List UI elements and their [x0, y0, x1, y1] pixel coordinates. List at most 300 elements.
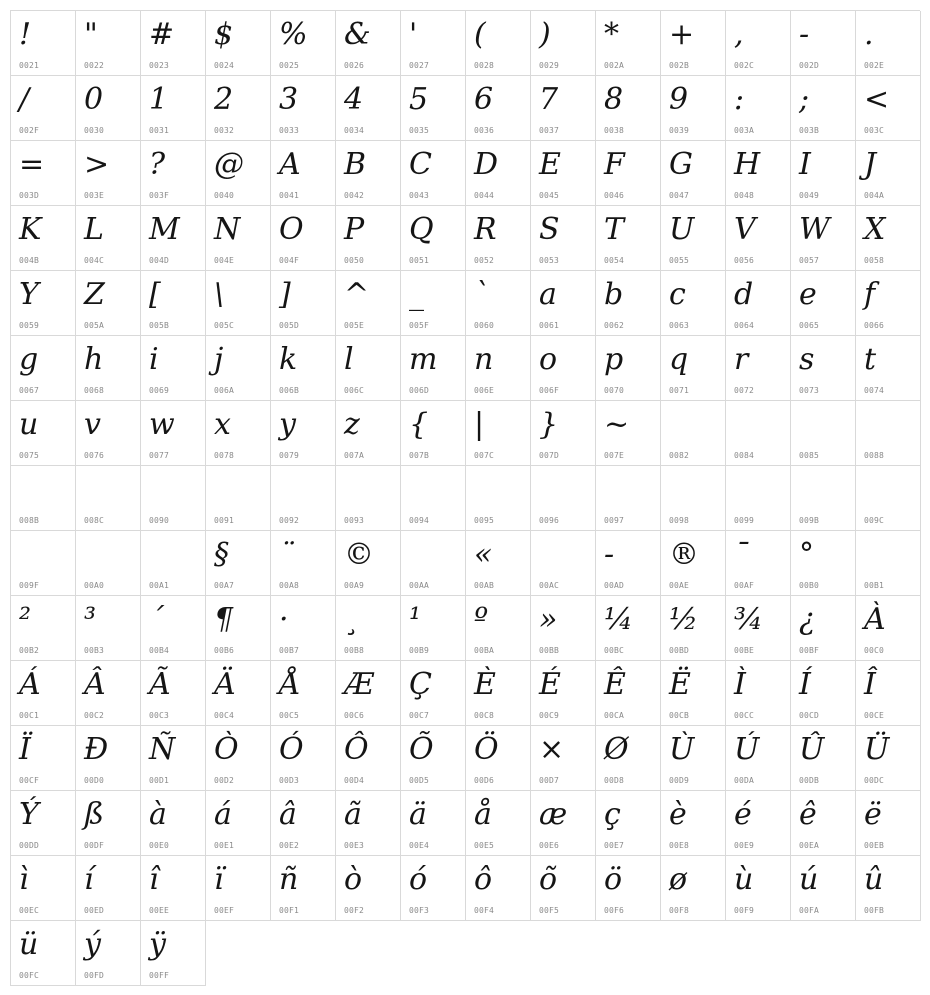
glyph-cell [856, 401, 921, 466]
codepoint-label: 0038 [604, 126, 625, 135]
codepoint-label: 004D [149, 256, 170, 265]
glyph-sample: ´ [149, 602, 164, 637]
glyph-cell [661, 206, 726, 271]
glyph-cell [466, 271, 531, 336]
codepoint-label: 0092 [279, 516, 300, 525]
glyph-sample: m [409, 342, 438, 377]
codepoint-label: 00F1 [279, 906, 300, 915]
glyph-cell [531, 791, 596, 856]
glyph-cell [856, 76, 921, 141]
glyph-cell [336, 791, 401, 856]
glyph-sample: a [539, 277, 557, 312]
glyph-sample: $ [214, 17, 234, 52]
glyph-sample: ¯ [734, 537, 749, 572]
glyph-sample: c [669, 277, 686, 312]
glyph-sample: Z [84, 277, 105, 312]
codepoint-label: 0041 [279, 191, 300, 200]
glyph-cell [336, 856, 401, 921]
codepoint-label: 00E4 [409, 841, 430, 850]
glyph-cell [271, 206, 336, 271]
codepoint-label: 00C4 [214, 711, 235, 720]
codepoint-label: 0061 [539, 321, 560, 330]
glyph-cell [531, 206, 596, 271]
glyph-sample: ¹ [409, 602, 422, 637]
glyph-sample: e [799, 277, 817, 312]
glyph-sample: § [214, 537, 229, 572]
codepoint-label: 006E [474, 386, 495, 395]
glyph-cell [11, 921, 76, 986]
glyph-sample: / [19, 82, 30, 117]
codepoint-label: 005F [409, 321, 430, 330]
glyph-cell [11, 531, 76, 596]
codepoint-label: 005A [84, 321, 105, 330]
glyph-cell [76, 661, 141, 726]
glyph-sample: â [279, 797, 297, 832]
glyph-cell [726, 856, 791, 921]
glyph-cell [401, 401, 466, 466]
codepoint-label: 0035 [409, 126, 430, 135]
codepoint-label: 00F5 [539, 906, 560, 915]
codepoint-label: 006B [279, 386, 300, 395]
glyph-sample: ½ [669, 602, 699, 637]
codepoint-label: 0093 [344, 516, 365, 525]
glyph-sample: 4 [344, 82, 364, 117]
glyph-cell [11, 271, 76, 336]
glyph-sample: - [799, 17, 810, 52]
codepoint-label: 002A [604, 61, 625, 70]
glyph-cell [856, 726, 921, 791]
glyph-cell [726, 726, 791, 791]
codepoint-label: 0090 [149, 516, 170, 525]
glyph-cell [726, 401, 791, 466]
glyph-cell [596, 791, 661, 856]
codepoint-label: 002B [669, 61, 690, 70]
glyph-cell [336, 531, 401, 596]
codepoint-label: 0057 [799, 256, 820, 265]
glyph-sample: j [214, 342, 224, 377]
codepoint-label: 00C1 [19, 711, 40, 720]
codepoint-label: 00BD [669, 646, 690, 655]
codepoint-label: 0032 [214, 126, 235, 135]
codepoint-label: 00EE [149, 906, 170, 915]
codepoint-label: 0022 [84, 61, 105, 70]
glyph-sample: Æ [344, 667, 375, 702]
glyph-cell [596, 596, 661, 661]
codepoint-label: 00E8 [669, 841, 690, 850]
glyph-sample: l [344, 342, 354, 377]
codepoint-label: 00ED [84, 906, 105, 915]
codepoint-label: 007E [604, 451, 625, 460]
codepoint-label: 00E0 [149, 841, 170, 850]
codepoint-label: 00C9 [539, 711, 560, 720]
codepoint-label: 0047 [669, 191, 690, 200]
glyph-sample: ® [669, 537, 699, 572]
glyph-cell [336, 401, 401, 466]
codepoint-label: 00A1 [149, 581, 170, 590]
glyph-cell [206, 141, 271, 206]
glyph-cell [271, 401, 336, 466]
codepoint-label: 0037 [539, 126, 560, 135]
glyph-sample: } [539, 407, 559, 442]
glyph-cell [726, 336, 791, 401]
glyph-sample: å [474, 797, 492, 832]
glyph-cell [206, 401, 271, 466]
glyph-sample: ò [344, 862, 363, 897]
glyph-cell [661, 531, 726, 596]
glyph-sample: É [539, 667, 561, 702]
codepoint-label: 00E5 [474, 841, 495, 850]
glyph-cell [11, 206, 76, 271]
glyph-sample: Ø [604, 732, 629, 767]
glyph-sample: º [474, 602, 489, 637]
codepoint-label: 006A [214, 386, 235, 395]
glyph-cell [11, 726, 76, 791]
glyph-cell [466, 726, 531, 791]
glyph-cell [141, 531, 206, 596]
glyph-sample: Û [799, 732, 825, 767]
glyph-cell [856, 661, 921, 726]
codepoint-label: 0091 [214, 516, 235, 525]
codepoint-label: 002C [734, 61, 755, 70]
glyph-sample: « [474, 537, 493, 572]
codepoint-label: 0078 [214, 451, 235, 460]
glyph-sample: E [539, 147, 561, 182]
codepoint-label: 00FB [864, 906, 885, 915]
glyph-sample: { [409, 407, 429, 442]
glyph-cell [206, 856, 271, 921]
glyph-sample: 7 [539, 82, 559, 117]
glyph-sample: Ú [734, 732, 760, 767]
codepoint-label: 009B [799, 516, 820, 525]
codepoint-label: 0073 [799, 386, 820, 395]
codepoint-label: 0096 [539, 516, 560, 525]
codepoint-label: 0069 [149, 386, 170, 395]
glyph-sample: k [279, 342, 298, 377]
glyph-cell [531, 11, 596, 76]
glyph-sample: ? [149, 147, 166, 182]
glyph-cell [336, 466, 401, 531]
glyph-sample: ê [799, 797, 817, 832]
codepoint-label: 0074 [864, 386, 885, 395]
codepoint-label: 0056 [734, 256, 755, 265]
glyph-sample: t [864, 342, 877, 377]
glyph-cell [206, 661, 271, 726]
glyph-cell [856, 856, 921, 921]
glyph-cell [11, 336, 76, 401]
codepoint-label: 0031 [149, 126, 170, 135]
codepoint-label: 0058 [864, 256, 885, 265]
glyph-sample: S [539, 212, 560, 247]
glyph-sample: H [734, 147, 761, 182]
glyph-cell [401, 596, 466, 661]
glyph-cell [401, 76, 466, 141]
codepoint-label: 00AD [604, 581, 625, 590]
glyph-sample: ¾ [734, 602, 764, 637]
codepoint-label: 0029 [539, 61, 560, 70]
glyph-cell [206, 271, 271, 336]
codepoint-label: 0060 [474, 321, 495, 330]
glyph-sample: X [864, 212, 886, 247]
glyph-sample: i [149, 342, 159, 377]
glyph-sample: 0 [84, 82, 104, 117]
glyph-cell [141, 141, 206, 206]
codepoint-label: 00C2 [84, 711, 105, 720]
glyph-sample: ` [474, 277, 489, 312]
codepoint-label: 0098 [669, 516, 690, 525]
glyph-cell [11, 466, 76, 531]
glyph-cell [206, 531, 271, 596]
glyph-cell [76, 531, 141, 596]
glyph-sample: È [474, 667, 496, 702]
codepoint-label: 0062 [604, 321, 625, 330]
glyph-cell [76, 466, 141, 531]
glyph-cell [856, 11, 921, 76]
glyph-sample: ¶ [214, 602, 234, 637]
glyph-cell [206, 76, 271, 141]
codepoint-label: 00DA [734, 776, 755, 785]
glyph-cell [76, 141, 141, 206]
glyph-cell [856, 791, 921, 856]
glyph-sample: Y [19, 277, 39, 312]
codepoint-label: 0076 [84, 451, 105, 460]
glyph-cell [531, 856, 596, 921]
glyph-sample: Ñ [149, 732, 176, 767]
glyph-cell [141, 76, 206, 141]
codepoint-label: 00C3 [149, 711, 170, 720]
codepoint-label: 0071 [669, 386, 690, 395]
glyph-cell [791, 206, 856, 271]
codepoint-label: 00AF [734, 581, 755, 590]
codepoint-label: 007A [344, 451, 365, 460]
codepoint-label: 0027 [409, 61, 430, 70]
codepoint-label: 0082 [669, 451, 690, 460]
glyph-sample: ] [279, 277, 291, 312]
codepoint-label: 00AB [474, 581, 495, 590]
glyph-cell [401, 206, 466, 271]
glyph-cell [401, 726, 466, 791]
glyph-cell [11, 401, 76, 466]
codepoint-label: 00EF [214, 906, 235, 915]
codepoint-label: 00A8 [279, 581, 300, 590]
glyph-cell [271, 141, 336, 206]
glyph-cell [141, 271, 206, 336]
glyph-sample: ß [84, 797, 105, 832]
codepoint-label: 0070 [604, 386, 625, 395]
glyph-cell [661, 141, 726, 206]
glyph-sample: Î [864, 667, 876, 702]
glyph-sample: @ [214, 147, 244, 182]
codepoint-label: 0072 [734, 386, 755, 395]
glyph-cell [401, 271, 466, 336]
codepoint-label: 00EC [19, 906, 40, 915]
glyph-cell [141, 596, 206, 661]
glyph-sample: o [539, 342, 558, 377]
glyph-cell [76, 791, 141, 856]
codepoint-label: 00EA [799, 841, 820, 850]
glyph-cell [531, 141, 596, 206]
glyph-cell [336, 726, 401, 791]
codepoint-label: 00CD [799, 711, 820, 720]
codepoint-label: 00F8 [669, 906, 690, 915]
codepoint-label: 003B [799, 126, 820, 135]
glyph-cell [856, 466, 921, 531]
glyph-cell [531, 76, 596, 141]
glyph-cell [466, 466, 531, 531]
codepoint-label: 0066 [864, 321, 885, 330]
glyph-sample: ; [799, 82, 810, 117]
glyph-sample: w [149, 407, 175, 442]
glyph-sample: Í [799, 667, 811, 702]
glyph-sample: ! [19, 17, 32, 52]
codepoint-label: 00DB [799, 776, 820, 785]
glyph-sample: Ý [19, 797, 39, 832]
codepoint-label: 00C0 [864, 646, 885, 655]
codepoint-label: 00C7 [409, 711, 430, 720]
glyph-cell [531, 271, 596, 336]
glyph-cell [141, 856, 206, 921]
glyph-sample: À [864, 602, 886, 637]
glyph-sample: Ö [474, 732, 499, 767]
codepoint-label: 0043 [409, 191, 430, 200]
codepoint-label: 0026 [344, 61, 365, 70]
codepoint-label: 0046 [604, 191, 625, 200]
codepoint-label: 00FD [84, 971, 105, 980]
glyph-sample: d [734, 277, 754, 312]
glyph-cell [596, 726, 661, 791]
codepoint-label: 003D [19, 191, 40, 200]
codepoint-label: 00DC [864, 776, 885, 785]
glyph-cell [141, 206, 206, 271]
glyph-cell [336, 11, 401, 76]
codepoint-label: 004F [279, 256, 300, 265]
codepoint-label: 0052 [474, 256, 495, 265]
codepoint-label: 0040 [214, 191, 235, 200]
glyph-cell [11, 791, 76, 856]
codepoint-label: 0050 [344, 256, 365, 265]
codepoint-label: 003E [84, 191, 105, 200]
glyph-sample: Ò [214, 732, 239, 767]
codepoint-label: 00CB [669, 711, 690, 720]
glyph-cell [76, 271, 141, 336]
codepoint-label: 00BC [604, 646, 625, 655]
codepoint-label: 0077 [149, 451, 170, 460]
codepoint-label: 00DF [84, 841, 105, 850]
glyph-cell [11, 856, 76, 921]
glyph-sample: _ [409, 277, 424, 312]
glyph-cell [856, 206, 921, 271]
codepoint-label: 004B [19, 256, 40, 265]
glyph-sample: ¸ [344, 602, 359, 637]
glyph-cell [401, 856, 466, 921]
glyph-sample: è [669, 797, 687, 832]
codepoint-label: 007D [539, 451, 560, 460]
glyph-cell [726, 206, 791, 271]
glyph-cell [76, 596, 141, 661]
glyph-sample: Q [409, 212, 434, 247]
glyph-sample: ç [604, 797, 621, 832]
codepoint-label: 0068 [84, 386, 105, 395]
codepoint-label: 00D8 [604, 776, 625, 785]
glyph-cell [791, 856, 856, 921]
glyph-sample: & [344, 17, 371, 52]
glyph-sample: á [214, 797, 232, 832]
codepoint-label: 005E [344, 321, 365, 330]
glyph-sample: ÿ [149, 927, 166, 962]
glyph-sample: Ü [864, 732, 890, 767]
codepoint-label: 006F [539, 386, 560, 395]
glyph-cell [271, 791, 336, 856]
glyph-cell [531, 596, 596, 661]
codepoint-label: 0075 [19, 451, 40, 460]
glyph-cell [336, 661, 401, 726]
glyph-cell [856, 271, 921, 336]
codepoint-label: 00C8 [474, 711, 495, 720]
glyph-sample: ñ [279, 862, 299, 897]
glyph-sample: h [84, 342, 104, 377]
codepoint-label: 004C [84, 256, 105, 265]
glyph-sample: % [279, 17, 308, 52]
glyph-cell [141, 726, 206, 791]
glyph-sample: < [864, 82, 890, 117]
glyph-cell [206, 466, 271, 531]
glyph-sample: æ [539, 797, 568, 832]
codepoint-label: 0064 [734, 321, 755, 330]
glyph-cell [401, 466, 466, 531]
glyph-cell [856, 336, 921, 401]
glyph-cell [661, 11, 726, 76]
glyph-cell [726, 76, 791, 141]
glyph-sample: ë [864, 797, 882, 832]
glyph-cell [596, 856, 661, 921]
codepoint-label: 00BF [799, 646, 820, 655]
glyph-sample: # [149, 17, 175, 52]
glyph-cell [11, 11, 76, 76]
glyph-sample: 6 [474, 82, 494, 117]
codepoint-label: 00F3 [409, 906, 430, 915]
glyph-sample: Ã [149, 667, 171, 702]
glyph-cell [271, 76, 336, 141]
glyph-cell [596, 76, 661, 141]
codepoint-label: 0059 [19, 321, 40, 330]
codepoint-label: 00CC [734, 711, 755, 720]
glyph-sample: y [279, 407, 296, 442]
glyph-sample: + [669, 17, 695, 52]
codepoint-label: 0054 [604, 256, 625, 265]
glyph-cell [791, 661, 856, 726]
codepoint-label: 00D5 [409, 776, 430, 785]
codepoint-label: 00B0 [799, 581, 820, 590]
glyph-cell [661, 596, 726, 661]
glyph-cell [466, 661, 531, 726]
glyph-sample: é [734, 797, 752, 832]
codepoint-label: 0042 [344, 191, 365, 200]
glyph-cell [661, 661, 726, 726]
codepoint-label: 00C6 [344, 711, 365, 720]
codepoint-label: 003F [149, 191, 170, 200]
codepoint-label: 0053 [539, 256, 560, 265]
codepoint-label: 00FA [799, 906, 820, 915]
glyph-cell [271, 271, 336, 336]
glyph-cell [726, 271, 791, 336]
glyph-sample: v [84, 407, 101, 442]
codepoint-label: 002F [19, 126, 40, 135]
codepoint-label: 0055 [669, 256, 690, 265]
glyph-sample: î [149, 862, 159, 897]
glyph-sample: ¨ [279, 537, 294, 572]
glyph-sample: Ð [84, 732, 109, 767]
glyph-cell [791, 76, 856, 141]
glyph-cell [271, 11, 336, 76]
